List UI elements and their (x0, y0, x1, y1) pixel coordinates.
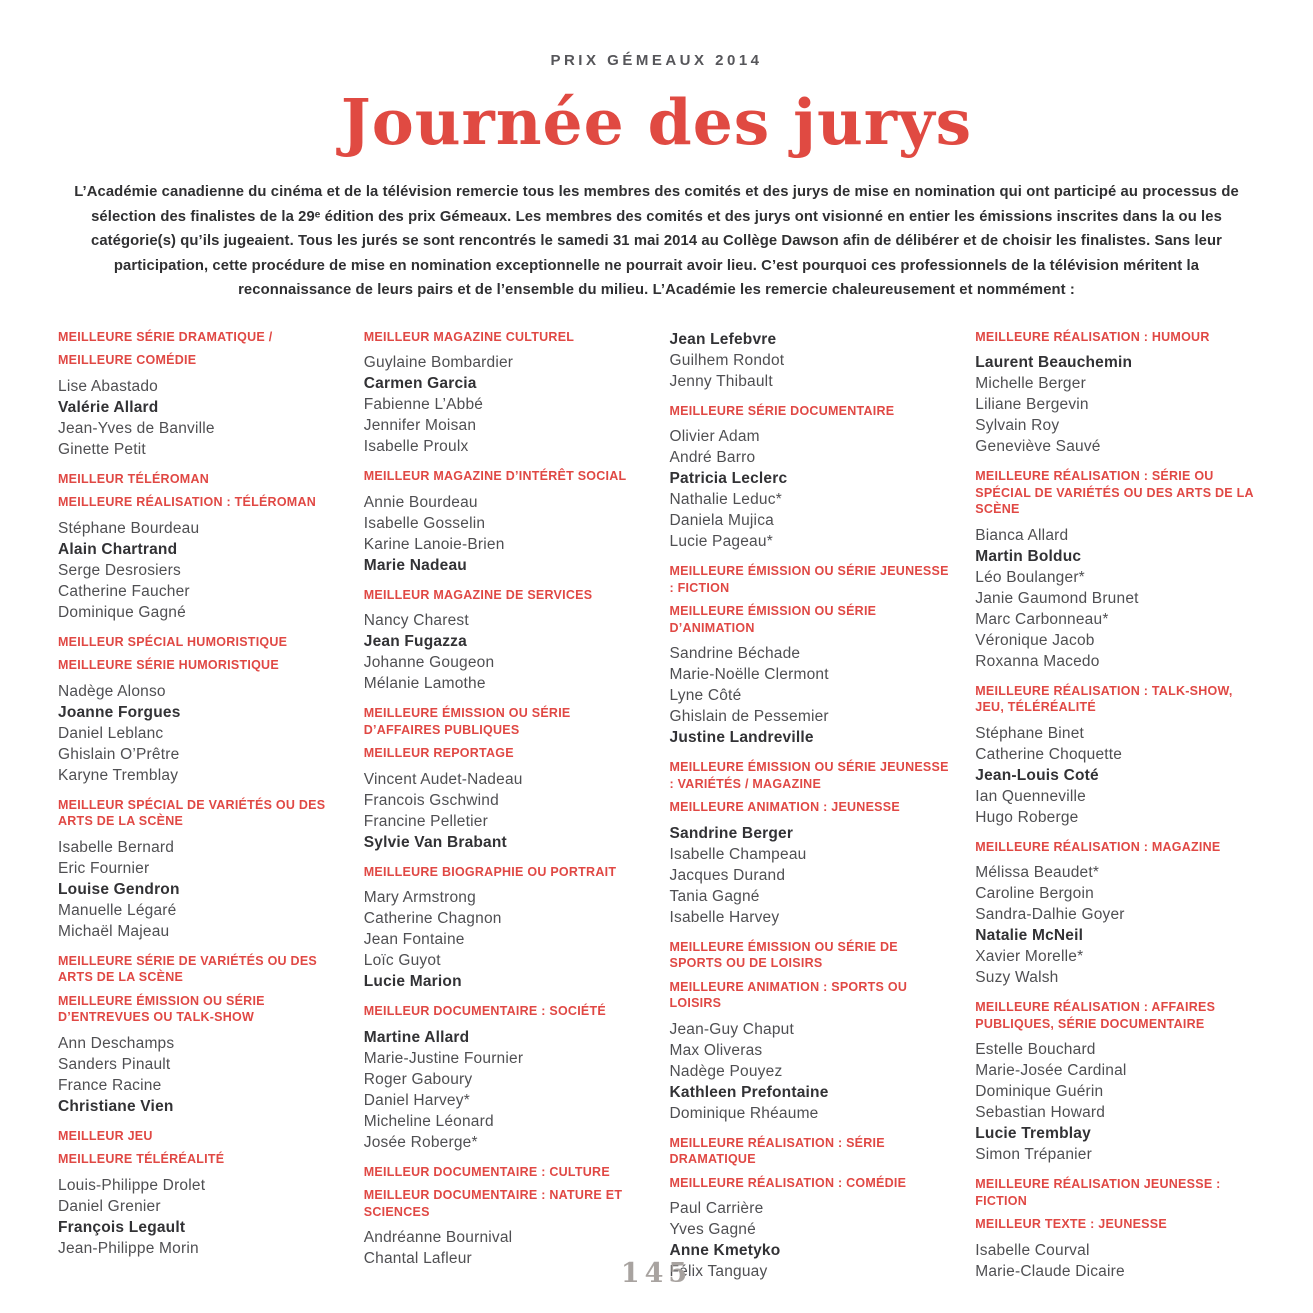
juror-name: Ghislain O’Prêtre (58, 745, 180, 763)
juror-name: Laurent Beauchemin (975, 354, 1133, 371)
juror-name: Kathleen Prefontaine (669, 1083, 829, 1101)
juror-name: Nathalie Leduc* (669, 491, 782, 508)
juror-name: Bianca Allard (975, 526, 1069, 544)
category-heading: MEILLEURE ÉMISSION OU SÉRIE JEUNESSE : VARIÉTÉS / MAGAZINE (669, 760, 949, 791)
juror-name: Francine Pelletier (363, 812, 488, 830)
juror-name: Nadège Alonso (58, 682, 166, 700)
juror-name: Tania Gagné (669, 887, 760, 905)
category-group (364, 329, 644, 458)
juror-name: Lise Abastado (58, 377, 158, 395)
category-heading: MEILLEUR DOCUMENTAIRE : SOCIÉTÉ (363, 1004, 606, 1018)
category-heading: MEILLEURE RÉALISATION : SÉRIE OU SPÉCIAL DE VARIÉTÉS OU DES ARTS DE LA SCÈNE (975, 469, 1254, 516)
category-group (364, 468, 644, 576)
juror-name: Manuelle Légaré (58, 901, 177, 919)
category-heading: MEILLEUR MAGAZINE CULTUREL (363, 329, 575, 344)
juror-name: Liliane Bergevin (975, 396, 1089, 413)
juror-name: Isabelle Courval (975, 1241, 1090, 1259)
category-heading: MEILLEUR SPÉCIAL HUMORISTIQUE (58, 634, 288, 649)
jury-columns (0, 329, 1313, 1294)
juror-name: Loïc Guyot (363, 952, 441, 969)
juror-name: Guilhem Rondot (669, 351, 785, 369)
category-heading: MEILLEURE TÉLÉRÉALITÉ (58, 1152, 225, 1166)
juror-name: Vincent Audet-Nadeau (363, 770, 523, 788)
juror-name: Justine Landreville (669, 729, 814, 746)
category-group (58, 953, 338, 1117)
juror-name: Marc Carbonneau* (975, 610, 1109, 628)
category-group (58, 634, 338, 786)
juror-name: Hugo Roberge (975, 808, 1079, 826)
juror-name: Martin Bolduc (975, 547, 1082, 565)
juror-name: François Legault (58, 1218, 186, 1236)
juror-name: Jean-Yves de Banville (58, 419, 215, 437)
juror-name: Isabelle Harvey (669, 908, 780, 926)
juror-name: Jenny Thibault (669, 372, 773, 390)
category-heading: MEILLEURE RÉALISATION : TÉLÉROMAN (58, 495, 317, 509)
juror-name: Roxanna Macedo (975, 652, 1100, 670)
category-group (58, 329, 338, 460)
juror-name: Christiane Vien (58, 1097, 174, 1115)
kicker: PRIX GÉMEAUX 2014 (550, 52, 763, 69)
page-title: Journée des jurys (340, 85, 973, 159)
column-1 (58, 329, 338, 1294)
column-3 (670, 329, 950, 1294)
category-heading: MEILLEURE ÉMISSION OU SÉRIE D’AFFAIRES PUBLIQUES (363, 706, 571, 737)
juror-name: Sandrine Berger (669, 824, 794, 842)
juror-name: Isabelle Champeau (669, 845, 807, 863)
juror-name: Micheline Léonard (363, 1112, 494, 1130)
juror-name: Eric Fournier (58, 859, 150, 877)
juror-name: Catherine Faucher (58, 582, 190, 600)
category-heading: MEILLEURE ÉMISSION OU SÉRIE D’ANIMATION (669, 604, 877, 635)
category-heading: MEILLEUR DOCUMENTAIRE : CULTURE (363, 1164, 610, 1179)
juror-name: Paul Carrière (669, 1200, 764, 1217)
juror-name: Jean-Philippe Morin (58, 1239, 199, 1257)
juror-name: Mary Armstrong (363, 889, 476, 906)
category-heading: MEILLEURE ÉMISSION OU SÉRIE JEUNESSE : FICTION (669, 564, 949, 595)
juror-name: Jean-Louis Coté (975, 766, 1099, 784)
category-heading: MEILLEURE SÉRIE DE VARIÉTÉS OU DES ARTS DE LA SCÈNE (58, 953, 318, 984)
juror-name: Suzy Walsh (975, 969, 1059, 986)
juror-name: Daniel Harvey* (363, 1091, 470, 1109)
juror-name: Geneviève Sauvé (975, 438, 1101, 455)
category-heading: MEILLEURE RÉALISATION : TALK-SHOW, JEU, TÉLÉRÉALITÉ (975, 683, 1233, 714)
juror-name: Alain Chartrand (58, 540, 178, 558)
juror-name: Dominique Guérin (975, 1083, 1104, 1100)
juror-name: Jean Fugazza (363, 633, 467, 650)
juror-name: Josée Roberge* (363, 1133, 478, 1151)
juror-name: Carmen Garcia (363, 375, 477, 392)
juror-name: Michelle Berger (975, 375, 1086, 392)
juror-name: Michaël Majeau (58, 922, 170, 940)
juror-name: Léo Boulanger* (975, 568, 1085, 586)
category-group (670, 939, 950, 1124)
juror-name: Stéphane Binet (975, 724, 1085, 742)
juror-name: Marie-Josée Cardinal (975, 1062, 1127, 1079)
juror-name: Ian Quenneville (975, 787, 1086, 805)
category-heading: MEILLEUR MAGAZINE DE SERVICES (363, 587, 593, 602)
category-heading: MEILLEURE ANIMATION : JEUNESSE (669, 800, 900, 814)
juror-name: Sylvain Roy (975, 417, 1060, 434)
juror-name: Martine Allard (363, 1028, 470, 1046)
juror-name: Stéphane Bourdeau (58, 519, 200, 537)
category-heading: MEILLEUR TÉLÉROMAN (58, 471, 210, 486)
juror-name: Joanne Forgues (58, 703, 181, 721)
category-group (364, 864, 644, 993)
juror-name: Catherine Chagnon (363, 910, 502, 927)
juror-name: Caroline Bergoin (975, 885, 1094, 902)
category-group (975, 999, 1255, 1165)
juror-name: Isabelle Proulx (363, 438, 469, 455)
category-group (58, 471, 338, 623)
juror-name: Lucie Tremblay (975, 1125, 1091, 1142)
juror-name: Véronique Jacob (975, 631, 1095, 649)
juror-name: Sanders Pinault (58, 1055, 171, 1073)
juror-name: Marie-Noëlle Clermont (669, 666, 829, 683)
juror-name: Jean-Guy Chaput (669, 1020, 794, 1038)
category-group (364, 587, 644, 695)
category-heading: MEILLEURE RÉALISATION : MAGAZINE (975, 839, 1221, 854)
category-heading: MEILLEURE BIOGRAPHIE OU PORTRAIT (363, 864, 617, 879)
category-group (670, 563, 950, 748)
category-group (58, 797, 338, 942)
juror-name: Patricia Leclerc (669, 470, 788, 487)
juror-name: Lucie Pageau* (669, 533, 773, 550)
column-4 (975, 329, 1255, 1294)
juror-name: Catherine Choquette (975, 745, 1123, 763)
category-heading: MEILLEURE RÉALISATION : HUMOUR (975, 329, 1210, 344)
category-group (975, 683, 1255, 828)
category-heading: MEILLEUR REPORTAGE (363, 746, 514, 760)
juror-name: Chantal Lafleur (363, 1250, 472, 1267)
category-group (58, 1128, 338, 1259)
category-group (975, 329, 1255, 458)
juror-name: Jean Lefebvre (669, 330, 777, 348)
juror-name: Xavier Morelle* (975, 948, 1084, 965)
category-heading: MEILLEUR MAGAZINE D’INTÉRÊT SOCIAL (363, 469, 627, 483)
category-heading: MEILLEURE COMÉDIE (58, 353, 197, 367)
juror-name: Serge Desrosiers (58, 561, 181, 579)
juror-name: Lyne Côté (669, 687, 742, 704)
category-heading: MEILLEURE ÉMISSION OU SÉRIE D’ENTREVUES OU TALK-SHOW (58, 993, 265, 1024)
category-group (975, 468, 1255, 672)
category-heading: MEILLEURE RÉALISATION : COMÉDIE (669, 1175, 907, 1190)
juror-name: Sylvie Van Brabant (363, 833, 507, 851)
juror-name: Isabelle Bernard (58, 838, 175, 856)
juror-name: Francois Gschwind (363, 791, 499, 809)
intro-paragraph: L’Académie canadienne du cinéma et de la télévision remercie tous les membres des comités et des jurys de mise en nomination qui ont participé au processus de sélection des finalistes de la 29ᵉ édition des prix Gémeaux. Les membres des comités et des jurys ont visionné en entier les émissions inscrites dans la ou les catégorie(s) qu’ils jugeaient. Tous les jurés se sont rencontrés le samedi 31 mai 2014 au Collège Dawson afin de délibérer et de choisir les finalistes. Sans leur participation, cette procédure de mise en nomination exceptionnelle ne pourrait avoir lieu. C’est pourquoi ces professionnels de la télévision méritent la reconnaissance de leurs pairs et de l’ensemble du milieu. L’Académie les remercie chaleureusement et nommément : (74, 184, 1239, 298)
juror-name: Daniel Grenier (58, 1197, 161, 1215)
juror-name: Sandrine Béchade (669, 645, 801, 662)
juror-name: Max Oliveras (669, 1041, 763, 1059)
juror-name: Fabienne L’Abbé (363, 396, 484, 413)
category-group (670, 329, 950, 392)
juror-name: Jean Fontaine (363, 931, 465, 948)
category-group (670, 403, 950, 553)
category-group (364, 1003, 644, 1153)
juror-name: Isabelle Gosselin (363, 514, 486, 532)
category-group (364, 705, 644, 853)
category-heading: MEILLEURE ANIMATION : SPORTS OU LOISIRS (669, 979, 908, 1010)
juror-name: Lucie Marion (363, 973, 462, 990)
category-heading: MEILLEURE SÉRIE DOCUMENTAIRE (669, 403, 895, 418)
juror-name: Ghislain de Pessemier (669, 708, 829, 725)
juror-name: Sandra-Dalhie Goyer (975, 906, 1125, 923)
category-heading: MEILLEUR DOCUMENTAIRE : NATURE ET SCIENCES (363, 1188, 623, 1219)
category-heading: MEILLEURE RÉALISATION : AFFAIRES PUBLIQUES, SÉRIE DOCUMENTAIRE (975, 1000, 1216, 1031)
juror-name: Janie Gaumond Brunet (975, 589, 1139, 607)
juror-name: Yves Gagné (669, 1221, 756, 1238)
juror-name: France Racine (58, 1076, 162, 1094)
juror-name: Valérie Allard (58, 398, 159, 416)
juror-name: Karine Lanoie-Brien (363, 535, 505, 553)
juror-name: Karyne Tremblay (58, 766, 179, 784)
juror-name: Anne Kmetyko (669, 1242, 781, 1259)
category-heading: MEILLEURE ÉMISSION OU SÉRIE DE SPORTS OU DE LOISIRS (669, 939, 898, 970)
juror-name: Estelle Bouchard (975, 1041, 1096, 1058)
juror-name: Dominique Rhéaume (669, 1104, 819, 1122)
juror-name: Roger Gaboury (363, 1070, 473, 1088)
juror-name: Louise Gendron (58, 880, 180, 898)
category-group (364, 1164, 644, 1270)
juror-name: André Barro (669, 449, 756, 466)
juror-name: Mélanie Lamothe (363, 675, 486, 692)
juror-name: Marie-Claude Dicaire (975, 1262, 1125, 1280)
juror-name: Félix Tanguay (669, 1263, 768, 1280)
category-group (670, 759, 950, 928)
juror-name: Ann Deschamps (58, 1034, 175, 1052)
category-heading: MEILLEUR SPÉCIAL DE VARIÉTÉS OU DES ARTS DE LA SCÈNE (58, 797, 326, 828)
juror-name: Sebastian Howard (975, 1104, 1106, 1121)
juror-name: Natalie McNeil (975, 927, 1084, 944)
category-group (975, 839, 1255, 989)
juror-name: Jacques Durand (669, 866, 786, 884)
juror-name: Annie Bourdeau (363, 493, 478, 511)
category-heading: MEILLEUR TEXTE : JEUNESSE (975, 1217, 1167, 1231)
juror-name: Simon Trépanier (975, 1146, 1092, 1163)
category-heading: MEILLEURE RÉALISATION : SÉRIE DRAMATIQUE (669, 1135, 885, 1166)
juror-name: Andréanne Bournival (363, 1229, 513, 1246)
juror-name: Daniela Mujica (669, 512, 774, 529)
juror-name: Jennifer Moisan (363, 417, 477, 434)
column-2 (364, 329, 644, 1294)
juror-name: Nancy Charest (363, 612, 469, 629)
category-heading: MEILLEUR JEU (58, 1128, 153, 1143)
juror-name: Nadège Pouyez (669, 1062, 783, 1080)
category-heading: MEILLEURE RÉALISATION JEUNESSE : FICTION (975, 1177, 1221, 1208)
juror-name: Louis-Philippe Drolet (58, 1176, 206, 1194)
juror-name: Guylaine Bombardier (363, 354, 514, 371)
category-heading: MEILLEURE SÉRIE DRAMATIQUE / (58, 329, 273, 344)
category-heading: MEILLEURE SÉRIE HUMORISTIQUE (58, 658, 279, 672)
juror-name: Marie-Justine Fournier (363, 1049, 524, 1067)
juror-name: Mélissa Beaudet* (975, 864, 1100, 881)
juror-name: Marie Nadeau (363, 556, 467, 574)
juror-name: Dominique Gagné (58, 603, 186, 621)
juror-name: Ginette Petit (58, 440, 146, 458)
juror-name: Olivier Adam (669, 428, 760, 445)
page-number: 145 (620, 1258, 693, 1289)
juror-name: Daniel Leblanc (58, 724, 164, 742)
juror-name: Johanne Gougeon (363, 654, 495, 671)
